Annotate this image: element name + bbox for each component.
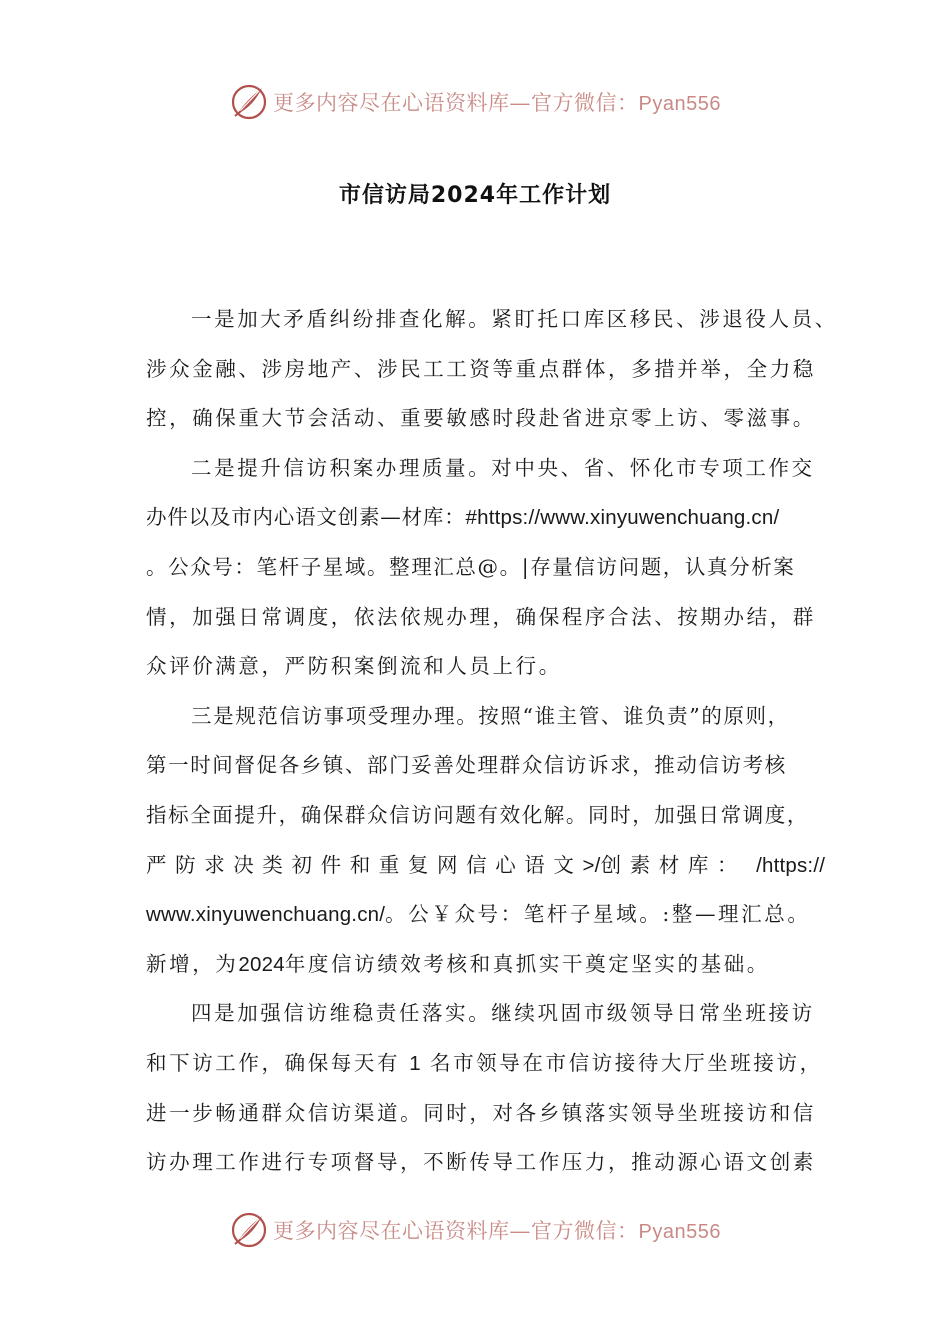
text-line: 四是加强信访维稳责任落实。继续巩固市级领导日常坐班接访	[191, 1001, 815, 1026]
text-line: 众评价满意，严防积案倒流和人员上行。	[146, 654, 562, 679]
text-line: 新增，为2024年度信访绩效考核和真抓实干奠定坚实的基础。	[146, 951, 770, 976]
text-line: 一是加大矛盾纠纷排查化解。紧盯托口库区移民、涉退役人员、	[191, 307, 838, 331]
text-line: www.xinyuwenchuang.cn/。公￥众号：笔杆子星域。:整—理汇总。	[146, 902, 811, 927]
document-body	[146, 295, 838, 1188]
text-line: 。公众号：笔杆子星域。整理汇总@。|存量信访问题，认真分析案	[146, 554, 796, 579]
text-line: 涉众金融、涉房地产、涉民工工资等重点群体，多措并举，全力稳	[146, 356, 816, 381]
text-line: 办件以及市内心语文创素—材库：#https://www.xinyuwenchuang.cn/	[146, 505, 780, 530]
text-line: 严防求决类初件和重复网信心语文>/创素材库： /https://	[146, 852, 826, 877]
text-line: 情，加强日常调度，依法依规办理，确保程序合法、按期办结，群	[146, 604, 816, 629]
watermark-banner-top	[0, 80, 950, 124]
text-line: 控，确保重大节会活动、重要敏感时段赴省进京零上访、零滋事。	[146, 406, 816, 431]
quill-pen-logo-icon	[229, 82, 269, 122]
text-line: 进一步畅通群众信访渠道。同时，对各乡镇落实领导坐班接访和信	[146, 1100, 816, 1125]
document-title: 市信访局2024年工作计划	[338, 183, 612, 208]
watermark-text: 更多内容尽在心语资料库—官方微信：Pyan556	[273, 1219, 721, 1243]
watermark-text: 更多内容尽在心语资料库—官方微信：Pyan556	[273, 91, 721, 115]
text-line: 指标全面提升，确保群众信访问题有效化解。同时，加强日常调度，	[146, 802, 809, 827]
text-line: 和下访工作，确保每天有 1 名市领导在市信访接待大厅坐班接访，	[146, 1050, 823, 1075]
text-line: 第一时间督促各乡镇、部门妥善处理群众信访诉求，推动信访考核	[146, 753, 787, 778]
text-line: 三是规范信访事项受理办理。按照“谁主管、谁负责”的原则，	[191, 703, 790, 728]
text-line: 访办理工作进行专项督导，不断传导工作压力，推动源心语文创素	[146, 1150, 816, 1175]
watermark-banner-bottom	[0, 1208, 950, 1252]
text-line: 二是提升信访积案办理质量。对中央、省、怀化市专项工作交	[191, 455, 815, 480]
quill-pen-logo-icon	[229, 1210, 269, 1250]
